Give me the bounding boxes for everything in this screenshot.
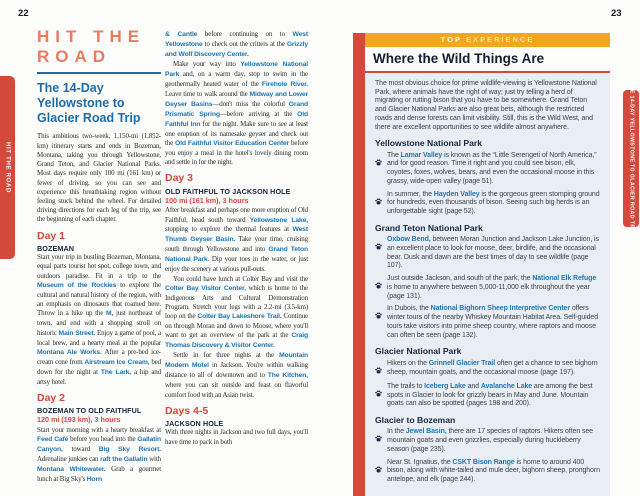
body-paragraph: This ambitious two-week, 1,150-mi (1,852-km) itinerary starts and ends in Bozeman, Montana, taking you through Yellowstone, Grand Teton, and Glacier National Parks. Most days require only 100 mi (161 km) or fewer of driving, so you can see and experience this breathtaking region without feeling stuck behind the wheel. For detailed driving directions for each leg of the trip, see the beginning of each chapter. <box>37 132 161 224</box>
column2-body <box>165 30 308 447</box>
bullet-text: Oxbow Bend, between Moran Junction and Jackson Lake Junction, is an excellent place to look for moose, deer, birdlife, and the occasional bear. Dusk and dawn are the best times of day to see wildlife (page 107). <box>387 236 599 270</box>
paw-bullet-icon <box>375 191 383 217</box>
feature-intro: The most obvious choice for prime wildlife-viewing is Yellowstone National Park, where animals have the right of way; just try telling a herd of migrating or rutting bison that you have to be somewhere. Grand Teton and Glacier National Parks are also great bets, although the restricted roads and dense forests can limit visibility. Still, this is the Wild West, and there are excellent opportunities to see wildlife almost anywhere. <box>375 79 597 131</box>
bullet-text: In summer, the Hayden Valley is the gorgeous green stomping ground for hundreds, even thousands of bison. Seeing such big herds is an unforgettable sight (page 52). <box>387 190 600 216</box>
feature-body-box <box>365 73 610 496</box>
day-heading: Day 1 <box>37 229 66 242</box>
route-line: BOZEMAN <box>37 244 75 254</box>
chapter-kicker-line1: HIT THE <box>37 27 146 46</box>
chapter-edge-tab-right-label: THE 14-DAY YELLOWSTONE TO GLACIER ROAD TRIP <box>628 82 635 235</box>
bullet-item <box>375 383 600 409</box>
keyword: Jewel Basin, <box>405 428 447 436</box>
trip-title: The 14-Day Yellowstone to Glacier Road Trip <box>37 81 141 125</box>
blue-divider-rule <box>37 72 161 74</box>
chapter-edge-tab-left <box>0 76 15 259</box>
keyword: Midway and Lower Geyser Basins <box>165 90 308 108</box>
column1-body <box>37 132 161 485</box>
keyword: Hayden Valley <box>433 190 480 198</box>
section-heading: Grand Teton National Park <box>375 222 483 233</box>
keyword: West Thumb Geyser Basin. <box>165 226 308 244</box>
keyword: & Cantle <box>165 31 198 38</box>
keyword: M, <box>106 310 114 318</box>
keyword: Colter Bay Lakeshore Trail. <box>197 313 282 321</box>
top-experience-feature-box <box>353 33 610 496</box>
bullet-item <box>375 459 600 485</box>
keyword: Big Sky Resort. <box>98 446 161 454</box>
left-page-column-2 <box>165 30 308 447</box>
keyword: Craig Thomas Discovery & Visitor Center. <box>165 332 308 350</box>
paw-bullet-icon <box>375 236 383 271</box>
keyword: Mountain Modern Motel <box>165 352 308 370</box>
section-heading: Glacier National Park <box>375 346 462 357</box>
section-heading: Glacier to Bozeman <box>375 415 456 426</box>
body-paragraph: Start your morning with a hearty breakfast at Feed Café before you head into the Gallatin Canyon, toward Big Sky Resort. Adrenaline junkies can raft the Gallatin with Montana Whitewater. Grab a gourmet lunch at Big Sky's Horn <box>37 425 161 483</box>
bullet-text: Just outside Jackson, and south of the park, the National Elk Refuge is home to anywhere between 5,000-11,000 elk throughout the year (page 131). <box>387 275 597 300</box>
body-paragraph: & Cantle before continuing on to West Yellowstone to check out the critters at the Grizzly and Wolf Discovery Center. <box>165 30 308 58</box>
body-paragraph: Make your way into Yellowstone National Park and, on a warm day, stop to swim in the geothermally heated water of the Firehole River. Leave time to walk around the Midway and Lower Geyser Basins—don't miss the colorful Grand Prismatic Spring—before arriving at the Old Faithful Inn for the night. Make sure to see at least one eruption of its namesake geyser and check out the Old Faithful Visitor Education Center before you enjoy a meal in the hotel's lovely dining room and settle in for the night. <box>165 59 309 167</box>
route-line: BOZEMAN TO OLD FAITHFUL <box>37 406 142 416</box>
keyword: Museum of the Rockies <box>37 281 117 289</box>
page-number-left: 22 <box>18 8 29 19</box>
bullet-text: The trails to Iceberg Lake and Avalanche Lake are among the best spots in Glacier to look for grizzly bears in May and June. Mountain goats can also be spotted (pages 198 and 200). <box>387 382 593 408</box>
keyword: Main Street. <box>58 329 96 337</box>
bullet-item <box>375 428 600 454</box>
chapter-edge-tab-left-label: HIT THE ROAD <box>4 141 11 194</box>
feature-title: Where the Wild Things Are <box>365 47 610 73</box>
keyword: The Lark, <box>100 368 132 376</box>
keyword: Yellowstone National Park <box>165 60 308 78</box>
keyword: Feed Café <box>37 436 69 444</box>
bullet-item <box>375 275 600 301</box>
body-paragraph: Settle in for three nights at the Mountain Modern Motel in Jackson. You're within walking distance to all of downtown and to The Kitchen, where you can sit outside and feast on flavorful comfort food with an Asian twist. <box>165 351 308 399</box>
bullet-text: Near St. Ignatius, the CSKT Bison Range is home to around 400 bison, along with white-tailed and mule deer, bighorn sheep, pronghorn antelope, and elk (page 244). <box>387 458 600 484</box>
section-heading: Yellowstone National Park <box>375 138 482 149</box>
keyword: Montana Whitewater. <box>37 465 106 473</box>
bullet-text: In Dubois, the National Bighorn Sheep Interpretive Center offers winter tours of the nearby Whiskey Mountain Habitat Area. Self-guided tours take visitors into prime sheep country, where raptors and moose can often be seen (page 132). <box>387 305 598 339</box>
keyword: raft the Gallatin <box>100 456 148 463</box>
keyword: Grand Teton National Park. <box>165 246 308 264</box>
keyword: The Kitchen, <box>267 372 308 380</box>
keyword: National Bighorn Sheep Interpretive Center <box>430 305 570 313</box>
paw-bullet-icon <box>375 152 383 187</box>
banner-top-label: TOP <box>440 35 462 45</box>
body-paragraph: With three nights in Jackson and two full days, you'll have time to pack in both <box>165 428 308 446</box>
keyword: Yellowstone Lake, <box>249 216 308 224</box>
keyword: Montana Ale Works. <box>37 348 102 356</box>
keyword: Avalanche Lake <box>480 382 533 390</box>
keyword: Iceberg Lake <box>424 382 466 390</box>
paw-bullet-icon <box>375 275 383 301</box>
distance-line: 100 mi (161 km), 3 hours <box>165 195 249 205</box>
feature-red-bar <box>353 33 365 496</box>
keyword: CSKT Bison Range <box>452 458 515 466</box>
day-heading: Day 3 <box>165 172 194 185</box>
body-paragraph: After breakfast and perhaps one more eruption of Old Faithful, head south toward Yellowstone Lake, stopping to explore the thermal features at West Thumb Geyser Basin. Take your time, cruising south through Yellowstone and into Grand Teton National Park. Dip your toes in the water, or just enjoy the scenery at various pull-outs. <box>165 206 309 274</box>
bullet-item <box>375 305 600 340</box>
keyword: Firehole River. <box>261 80 309 88</box>
chapter-kicker-line2: ROAD <box>37 46 112 66</box>
day-heading: Day 2 <box>37 391 66 404</box>
feature-content <box>365 33 610 496</box>
bullet-text: Hikers on the Grinnell Glacier Trail often get a chance to see bighorn sheep, mountain goats, and the occasional moose (page 197). <box>387 359 598 376</box>
chapter-edge-tab-right <box>623 82 639 235</box>
route-line: OLD FAITHFUL TO JACKSON HOLE <box>165 186 291 196</box>
keyword: Gallatin Canyon, <box>37 436 161 454</box>
distance-line: 120 mi (193 km), 3 hours <box>37 415 121 425</box>
keyword: West Yellowstone <box>165 31 308 48</box>
paw-bullet-icon <box>375 383 383 409</box>
bullet-item <box>375 360 600 379</box>
keyword: Colter Bay Visitor Center, <box>165 284 246 292</box>
chapter-kicker <box>37 27 161 66</box>
keyword: Old Faithful Visitor Education Center <box>175 139 290 147</box>
day-heading: Days 4-5 <box>165 404 209 417</box>
keyword: Grinnell Glacier Trail <box>428 359 496 367</box>
left-page-column-1 <box>37 27 161 485</box>
keyword: Old Faithful Inn <box>165 110 308 128</box>
paw-bullet-icon <box>375 428 383 454</box>
keyword: National Elk Refuge <box>532 275 597 283</box>
body-paragraph: Start your trip in bustling Bozeman, Montana, equal parts tourist hot spot, college town, and outdoors paradise. Fit in a trip to the Museum of the Rockies to explore the cultural and natural history of the region, with an emphasis on dinosaurs that roamed here. Throw in a hike up the M, just northeast of town, and end with a shopping stroll on historic Main Street. Enjoy a game of pool, a local brew, and a hearty meal at the popular Montana Ale Works. After a pre-bed ice-cream cone from Airstream Ice Cream, bed down for the night at The Lark, a hip and artsy hotel. <box>37 253 161 386</box>
banner-experience-label: EXPERIENCE <box>465 35 535 45</box>
paw-bullet-icon <box>375 459 383 485</box>
keyword: Grand Prismatic Spring <box>165 100 308 118</box>
keyword: Lamar Valley <box>400 151 443 159</box>
top-experience-banner <box>365 33 610 47</box>
bullet-item <box>375 191 600 217</box>
bullet-item <box>375 236 600 271</box>
paw-bullet-icon <box>375 360 383 379</box>
feature-sections <box>375 138 600 485</box>
page-number-right: 23 <box>611 8 622 19</box>
keyword: Oxbow Bend, <box>387 236 431 244</box>
keyword: Horn <box>86 475 102 483</box>
route-line: JACKSON HOLE <box>165 419 224 429</box>
keyword: Airstream Ice Cream, <box>84 358 150 366</box>
bullet-item <box>375 152 600 187</box>
keyword: Grizzly and Wolf Discovery Center. <box>165 40 308 58</box>
bullet-text: In the Jewel Basin, there are 17 species of raptors. Hikers often see mountain goats and even grizzlies, especially during huckleberry season (page 235). <box>387 428 593 453</box>
body-paragraph: You could have lunch at Colter Bay and visit the Colter Bay Visitor Center, which is home to the Indigenous Arts and Cultural Demonstration Program. Stretch your legs with a 2.2-mi (3.5-km) loop on the Colter Bay Lakeshore Trail. Continue on through Moran and down to Moose, where you'll want to get an overview of the park at the Craig Thomas Discovery & Visitor Center. <box>165 274 308 350</box>
bullet-text: The Lamar Valley is known as the “Little Serengeti of North America,” and for good reason. Time it right and you could see bison, elk, coyotes, foxes, wolves, bears, and even the occasional moose in this grassy, wide-open valley (page 51). <box>387 151 597 185</box>
paw-bullet-icon <box>375 305 383 340</box>
